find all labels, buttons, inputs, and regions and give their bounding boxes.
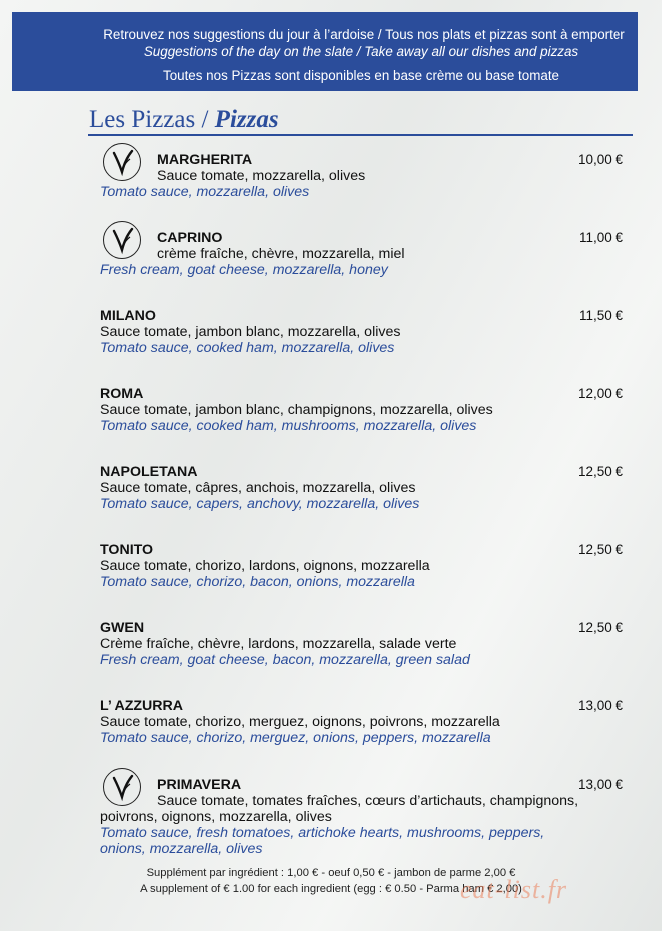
item-description-fr: crème fraîche, chèvre, mozzarella, miel [157, 246, 405, 262]
menu-item [100, 308, 630, 356]
item-name: ROMA [100, 386, 144, 402]
item-name: MILANO [100, 308, 156, 324]
section-title [89, 106, 279, 134]
item-description-en-cont: onions, mozzarella, olives [100, 841, 263, 857]
section-title-en: Pizzas [214, 106, 279, 133]
menu-item [100, 386, 630, 434]
item-description-fr-cont: poivrons, oignons, mozzarella, olives [100, 809, 332, 825]
banner-line-1: Retrouvez nos suggestions du jour à l’ardoise / Tous nos plats et pizzas sont à emporter [103, 27, 625, 42]
item-description-en: Tomato sauce, chorizo, bacon, onions, mozzarella [100, 574, 415, 590]
item-description-en: Tomato sauce, mozzarella, olives [100, 184, 310, 200]
menu-item [100, 777, 630, 857]
banner-line-3: Toutes nos Pizzas sont disponibles en base crème ou base tomate [163, 68, 559, 83]
item-name: NAPOLETANA [100, 464, 198, 480]
item-price: 11,50 € [578, 308, 623, 323]
section-title-fr: Les Pizzas / [89, 106, 209, 133]
menu-item [100, 464, 630, 512]
banner-line-2: Suggestions of the day on the slate / Take away all our dishes and pizzas [143, 44, 579, 59]
item-description-fr: Sauce tomate, mozzarella, olives [157, 168, 366, 184]
menu-item [100, 620, 630, 668]
item-description-fr: Sauce tomate, jambon blanc, champignons, mozzarella, olives [100, 402, 493, 418]
vegetarian-badge-icon [102, 142, 142, 182]
supplement-note-fr: Supplément par ingrédient : 1,00 € - oeuf 0,50 € - jambon de parme 2,00 € [146, 867, 516, 879]
vegetarian-badge-icon [102, 767, 142, 807]
item-price: 12,50 € [577, 542, 623, 557]
item-price: 13,00 € [577, 777, 623, 792]
item-price: 11,00 € [578, 230, 623, 245]
item-description-en: Tomato sauce, capers, anchovy, mozzarella, olives [100, 496, 420, 512]
item-description-en: Tomato sauce, chorizo, merguez, onions, peppers, mozzarella [100, 730, 491, 746]
item-name: MARGHERITA [157, 152, 253, 168]
item-description-fr: Sauce tomate, jambon blanc, mozzarella, olives [100, 324, 401, 340]
item-price: 12,50 € [577, 464, 623, 479]
item-description-en: Tomato sauce, fresh tomatoes, artichoke hearts, mushrooms, peppers, [100, 825, 545, 841]
section-divider [88, 134, 633, 136]
item-name: L’ AZZURRA [100, 698, 184, 714]
item-name: PRIMAVERA [157, 777, 242, 793]
item-price: 10,00 € [577, 152, 623, 167]
top-banner [12, 12, 638, 91]
item-description-fr: Sauce tomate, chorizo, lardons, oignons, mozzarella [100, 558, 430, 574]
item-description-fr: Sauce tomate, câpres, anchois, mozzarella, olives [100, 480, 416, 496]
item-name: GWEN [100, 620, 145, 636]
menu-item [100, 542, 630, 590]
vegetarian-badge-icon [102, 220, 142, 260]
item-description-fr: Crème fraîche, chèvre, lardons, mozzarella, salade verte [100, 636, 457, 652]
item-description-en: Fresh cream, goat cheese, bacon, mozzarella, green salad [100, 652, 470, 668]
item-description-en: Tomato sauce, cooked ham, mushrooms, mozzarella, olives [100, 418, 477, 434]
item-description-en: Tomato sauce, cooked ham, mozzarella, olives [100, 340, 395, 356]
supplement-note-en: A supplement of € 1.00 for each ingredient (egg : € 0.50 - Parma ham € 2,00) [140, 883, 522, 895]
item-description-en: Fresh cream, goat cheese, mozzarella, honey [100, 262, 388, 278]
menu-item [100, 230, 630, 278]
menu-item [100, 152, 630, 200]
item-name: CAPRINO [157, 230, 223, 246]
item-price: 13,00 € [577, 698, 623, 713]
item-description-fr: Sauce tomate, tomates fraîches, cœurs d’artichauts, champignons, [157, 793, 579, 809]
item-price: 12,50 € [577, 620, 623, 635]
item-name: TONITO [100, 542, 154, 558]
menu-item [100, 698, 630, 746]
item-description-fr: Sauce tomate, chorizo, merguez, oignons, poivrons, mozzarella [100, 714, 500, 730]
item-price: 12,00 € [577, 386, 623, 401]
watermark: eat-list.fr [460, 875, 568, 904]
